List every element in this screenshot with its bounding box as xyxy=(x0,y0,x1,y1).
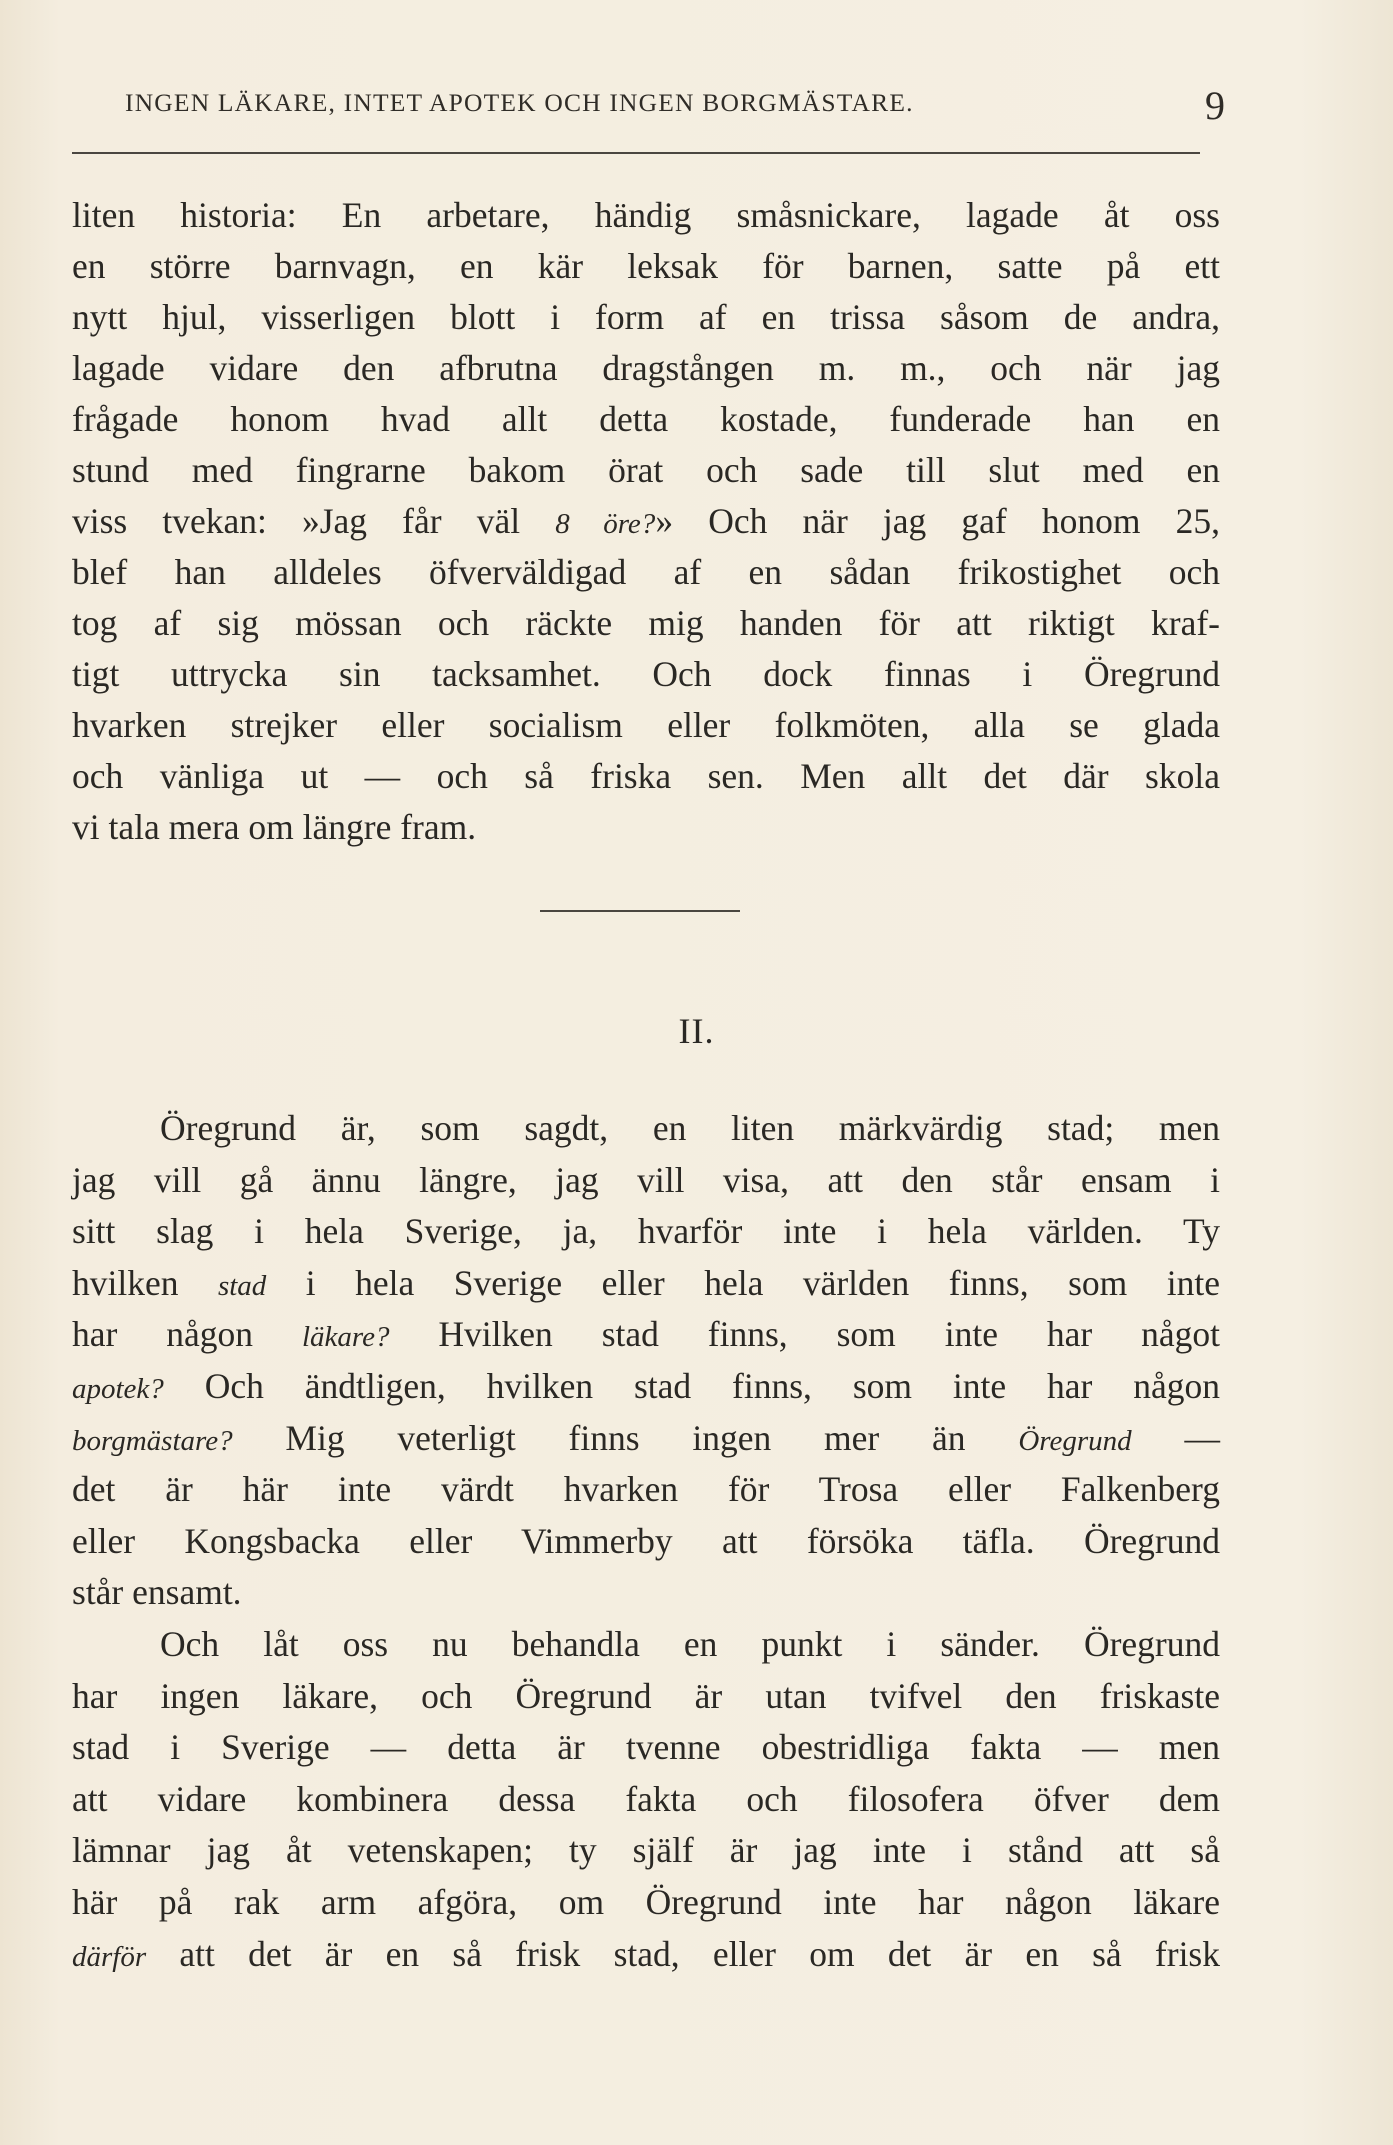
text-line: nytt hjul, visserligen blott i form af en trissa såsom de andra, xyxy=(72,297,1220,337)
text-line: och vänliga ut — och så friska sen. Men allt det där skola xyxy=(72,756,1220,796)
text-line: tigt uttrycka sin tacksamhet. Och dock finnas i Öregrund xyxy=(72,654,1220,694)
text-line: jag vill gå ännu längre, jag vill visa, att den står ensam i xyxy=(72,1159,1220,1200)
italic-text: apotek? xyxy=(72,1372,164,1405)
page-number: 9 xyxy=(1205,83,1225,128)
text-line: sitt slag i hela Sverige, ja, hvarför inte i hela världen. Ty xyxy=(72,1211,1220,1252)
text-line: hvilken stad i hela Sverige eller hela världen finns, som inte xyxy=(72,1262,1220,1303)
text-line: här på rak arm afgöra, om Öregrund inte har någon läkare xyxy=(72,1881,1220,1922)
text-line: står ensamt. xyxy=(72,1572,242,1613)
italic-text: Öregrund xyxy=(1018,1424,1132,1457)
paragraph-2 xyxy=(72,1103,1220,1619)
text-line: Och låt oss nu behandla en punkt i sänder. Öregrund xyxy=(160,1623,1220,1664)
text-line: en större barnvagn, en kär leksak för barnen, satte på ett xyxy=(72,246,1220,286)
text-line: stad i Sverige — detta är tvenne obestridliga fakta — men xyxy=(72,1727,1220,1768)
italic-text: 8 öre? xyxy=(555,508,656,540)
text-line: Öregrund är, som sagdt, en liten märkvärdig stad; men xyxy=(160,1108,1220,1148)
italic-text: därför xyxy=(72,1940,147,1973)
text-line: frågade honom hvad allt detta kostade, funderade han en xyxy=(72,399,1220,439)
text-line: liten historia: En arbetare, händig småsnickare, lagade åt oss xyxy=(72,195,1220,235)
header-rule xyxy=(72,152,1200,154)
text-line: hvarken strejker eller socialism eller folkmöten, alla se glada xyxy=(72,705,1220,745)
text-line: att vidare kombinera dessa fakta och filosofera öfver dem xyxy=(72,1778,1220,1819)
text-line: lämnar jag åt vetenskapen; ty själf är jag inte i stånd att så xyxy=(72,1830,1220,1871)
text-line: det är här inte värdt hvarken för Trosa eller Falkenberg xyxy=(72,1469,1220,1510)
text-line: har någon läkare? Hvilken stad finns, som inte har något xyxy=(72,1314,1220,1355)
text-line: apotek? Och ändtligen, hvilken stad finns, som inte har någon xyxy=(72,1365,1220,1406)
section-separator-rule xyxy=(540,910,740,912)
text-line: har ingen läkare, och Öregrund är utan tvifvel den friskaste xyxy=(72,1675,1220,1716)
italic-text: borgmästare? xyxy=(72,1424,233,1457)
text-line: borgmästare? Mig veterligt finns ingen mer än Öregrund — xyxy=(72,1417,1220,1458)
text-line: stund med fingrarne bakom örat och sade till slut med en xyxy=(72,450,1220,490)
text-line: viss tvekan: »Jag får väl 8 öre?» Och när jag gaf honom 25, xyxy=(72,501,1220,541)
section-number: II. xyxy=(678,1011,715,1051)
text-line: därför att det är en så frisk stad, eller om det är en så frisk xyxy=(72,1933,1220,1974)
text-line: vi tala mera om längre fram. xyxy=(72,807,477,847)
paragraph-3 xyxy=(72,1619,1220,1980)
text-line: tog af sig mössan och räckte mig handen för att riktigt kraf- xyxy=(72,603,1220,643)
text-line: blef han alldeles öfverväldigad af en sådan frikostighet och xyxy=(72,552,1220,592)
paragraph-1 xyxy=(72,190,1220,853)
italic-text: stad xyxy=(217,1269,267,1302)
section-body xyxy=(72,1103,1220,1980)
text-line: eller Kongsbacka eller Vimmerby att försöka täfla. Öregrund xyxy=(72,1520,1220,1561)
running-title: INGEN LÄKARE, INTET APOTEK OCH INGEN BORGMÄSTARE. xyxy=(125,88,914,117)
running-header xyxy=(125,83,1225,138)
italic-text: läkare? xyxy=(301,1321,390,1354)
text-line: lagade vidare den afbrutna dragstången m. m., och när jag xyxy=(72,348,1220,388)
